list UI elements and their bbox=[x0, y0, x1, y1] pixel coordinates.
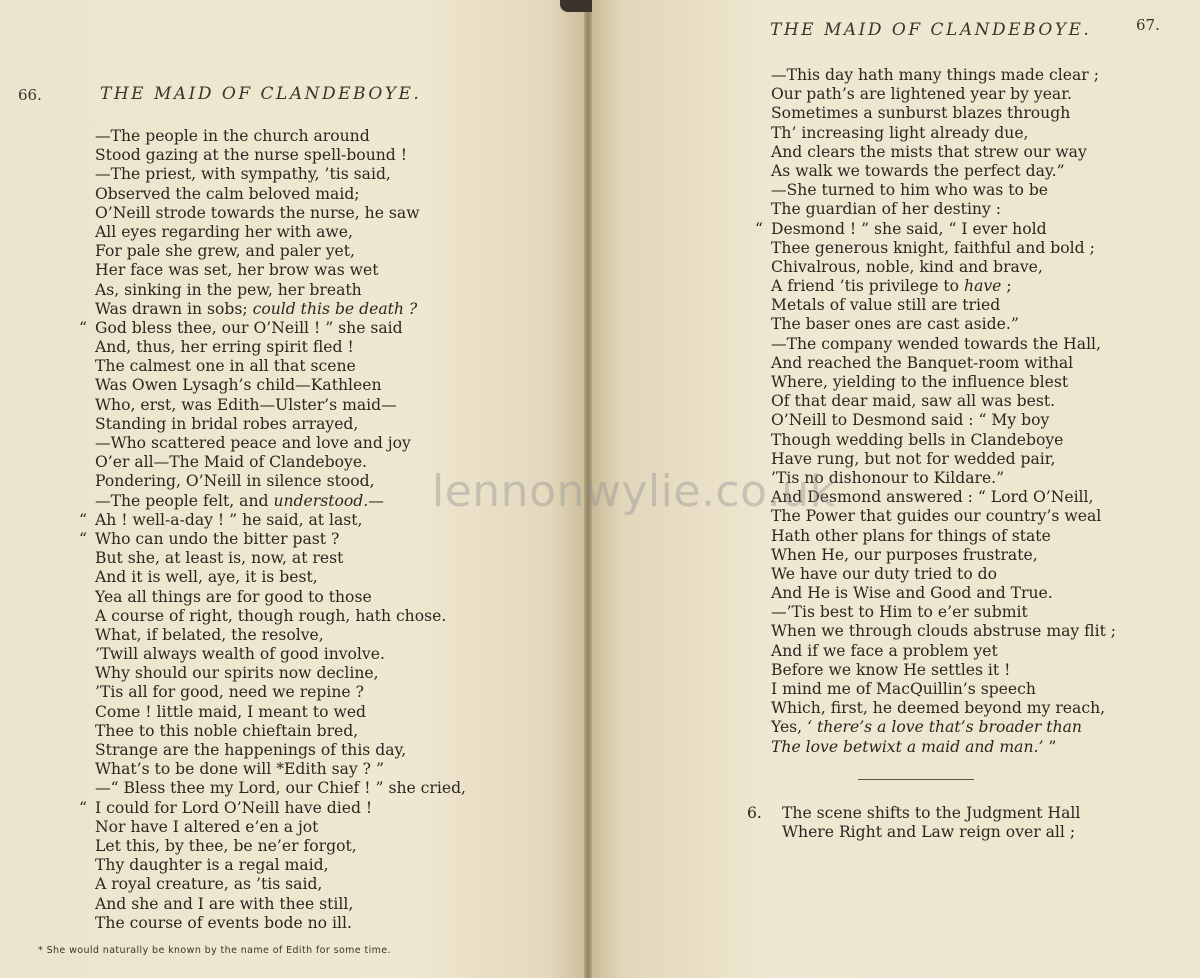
verse-line bbox=[771, 354, 1116, 373]
verse-text: Of that dear maid, saw all was best. bbox=[771, 392, 1056, 411]
verse-line bbox=[95, 626, 466, 645]
verse-line bbox=[95, 204, 466, 223]
verse-line bbox=[771, 680, 1116, 699]
verse-italic: The love betwixt a maid and man.’ bbox=[771, 737, 1044, 756]
verse-tail: — bbox=[368, 491, 384, 510]
verse-text: The baser ones are cast aside.” bbox=[771, 315, 1019, 334]
verse-text: Come ! little maid, I meant to wed bbox=[95, 702, 367, 721]
verse-line bbox=[79, 529, 466, 549]
verse-line bbox=[79, 510, 466, 530]
verse-text: The Power that guides our country’s weal bbox=[771, 507, 1102, 526]
verse-line bbox=[755, 219, 1116, 239]
verse-line bbox=[771, 162, 1116, 181]
running-head-left: THE MAID OF CLANDEBOYE. bbox=[100, 84, 422, 104]
verse-text: O’Neill strode towards the nurse, he saw bbox=[95, 203, 420, 222]
verse-line bbox=[771, 661, 1116, 680]
verse-line bbox=[79, 318, 466, 338]
verse-text: Standing in bridal robes arrayed, bbox=[95, 414, 359, 433]
verse-line bbox=[771, 411, 1116, 430]
verse-line bbox=[95, 703, 466, 722]
verse-text: What’s to be done will *Edith say ? ” bbox=[95, 760, 384, 779]
verse-line bbox=[95, 607, 466, 626]
verse-line bbox=[95, 895, 466, 914]
verse-text: —Who scattered peace and love and joy bbox=[95, 434, 411, 452]
verse-text: Yea all things are for good to those bbox=[95, 587, 372, 606]
verse-text: Was drawn in sobs; bbox=[95, 299, 253, 318]
verse-line bbox=[95, 300, 466, 319]
verse-text: ’Tis all for good, need we repine ? bbox=[95, 683, 364, 702]
verse-line bbox=[95, 683, 466, 702]
verse-text: The course of events bode no ill. bbox=[95, 913, 352, 932]
verse-line bbox=[95, 415, 466, 434]
verse-tail: ; bbox=[1001, 277, 1012, 296]
verse-text: ’Tis no dishonour to Kildare.” bbox=[771, 468, 1005, 487]
verse-text: A friend ’tis privilege to bbox=[771, 277, 965, 296]
verse-text: And reached the Banquet-room withal bbox=[771, 353, 1074, 372]
verse-text: We have our duty tried to do bbox=[771, 564, 998, 583]
verse-text: ’Twill always wealth of good involve. bbox=[95, 645, 385, 664]
footnote: * She would naturally be known by the name of Edith for some time. bbox=[38, 945, 391, 956]
verse-text: Metals of value still are tried bbox=[771, 296, 1001, 315]
verse-text: And she and I are with thee still, bbox=[95, 894, 354, 913]
verse-line bbox=[95, 127, 466, 146]
verse-line bbox=[771, 335, 1116, 354]
verse-text: Sometimes a sunburst blazes through bbox=[771, 104, 1071, 123]
verse-line bbox=[95, 472, 466, 491]
verse-text: The calmest one in all that scene bbox=[95, 357, 356, 376]
verse-italic: ‘ there’s a love that’s broader than bbox=[807, 718, 1082, 737]
verse-text: When He, our purposes frustrate, bbox=[771, 545, 1038, 564]
verse-text: As, sinking in the pew, her breath bbox=[95, 280, 362, 299]
verse-line bbox=[771, 200, 1116, 219]
verse-text: Where, yielding to the influence blest bbox=[771, 373, 1069, 391]
verse-line bbox=[95, 242, 466, 261]
verse-text: Why should our spirits now decline, bbox=[95, 664, 379, 683]
verse-text: For pale she grew, and paler yet, bbox=[95, 242, 355, 261]
verse-text: —“ Bless thee my Lord, our Chief ! ” she cried, bbox=[95, 779, 467, 798]
verse-text: As walk we towards the perfect day.” bbox=[771, 161, 1065, 180]
verse-text: Thee to this noble chieftain bred, bbox=[95, 721, 359, 740]
verse-line bbox=[95, 549, 466, 568]
verse-text: Thee generous knight, faithful and bold ; bbox=[771, 238, 1095, 257]
verse-line bbox=[771, 315, 1116, 334]
verse-text: Desmond ! ” she said, “ I ever hold bbox=[771, 219, 1047, 238]
open-quote: “ bbox=[79, 798, 87, 817]
verse-text: —The people in the church around bbox=[95, 127, 370, 145]
verse-line bbox=[771, 622, 1116, 641]
running-head-right: THE MAID OF CLANDEBOYE. bbox=[770, 20, 1092, 40]
verse-text: —The people felt, and bbox=[95, 491, 274, 510]
verse-text: I could for Lord O’Neill have died ! bbox=[95, 798, 373, 817]
verse-text: Our path’s are lightened year by year. bbox=[771, 85, 1072, 104]
verse-text: And, thus, her erring spirit fled ! bbox=[95, 338, 354, 357]
verse-text: Hath other plans for things of state bbox=[771, 526, 1051, 545]
verse-tail: ” bbox=[1043, 737, 1057, 756]
verse-line bbox=[771, 85, 1116, 104]
verse-text: The guardian of her destiny : bbox=[771, 200, 1002, 219]
verse-line bbox=[771, 565, 1116, 584]
verse-line bbox=[771, 277, 1116, 296]
verse-line bbox=[95, 760, 466, 779]
verse-line bbox=[771, 296, 1116, 315]
verse-text: Which, first, he deemed beyond my reach, bbox=[771, 699, 1106, 718]
right-verse bbox=[755, 66, 1117, 757]
verse-line bbox=[771, 584, 1116, 603]
verse-line bbox=[95, 588, 466, 607]
verse-text: Was Owen Lysagh’s child—Kathleen bbox=[95, 376, 382, 395]
verse-line bbox=[95, 338, 466, 357]
verse-line bbox=[771, 258, 1116, 277]
verse-text: God bless thee, our O’Neill ! ” she said bbox=[95, 318, 403, 337]
verse-line bbox=[95, 875, 466, 894]
verse-text: And Desmond answered : “ Lord O’Neill, bbox=[771, 488, 1094, 507]
verse-text: When we through clouds abstruse may flit ; bbox=[771, 622, 1117, 641]
verse-line bbox=[771, 373, 1116, 392]
verse-text: —She turned to him who was to be bbox=[771, 181, 1049, 200]
verse-line bbox=[95, 722, 466, 741]
verse-line bbox=[95, 779, 466, 798]
verse-text: Thy daughter is a regal maid, bbox=[95, 856, 329, 875]
verse-text: O’Neill to Desmond said : “ My boy bbox=[771, 411, 1050, 430]
verse-text: Before we know He settles it ! bbox=[771, 660, 1011, 679]
verse-text: But she, at least is, now, at rest bbox=[95, 549, 344, 568]
verse-line bbox=[95, 856, 466, 875]
verse-line bbox=[95, 568, 466, 587]
verse-line bbox=[95, 223, 466, 242]
verse-line bbox=[771, 718, 1116, 737]
verse-text: And He is Wise and Good and True. bbox=[771, 584, 1053, 603]
verse-line bbox=[95, 453, 466, 472]
verse-line bbox=[95, 146, 466, 165]
verse-line bbox=[771, 642, 1116, 661]
verse-line bbox=[95, 434, 466, 453]
verse-line bbox=[95, 357, 466, 376]
verse-line bbox=[95, 837, 466, 856]
verse-text: Who, erst, was Edith—Ulster’s maid— bbox=[95, 395, 397, 414]
verse-line bbox=[771, 124, 1116, 143]
section-lines bbox=[782, 804, 1080, 842]
verse-italic: could this be death ? bbox=[252, 299, 418, 318]
verse-text: A course of right, though rough, hath chose. bbox=[95, 606, 447, 625]
verse-line bbox=[95, 664, 466, 683]
verse-text: And it is well, aye, it is best, bbox=[95, 568, 318, 587]
verse-italic: have bbox=[964, 277, 1002, 296]
open-quote: “ bbox=[755, 219, 763, 238]
verse-text: O’er all—The Maid of Clandeboye. bbox=[95, 453, 368, 472]
verse-text: —’Tis best to Him to e’er submit bbox=[771, 603, 1028, 622]
verse-text: —The priest, with sympathy, ’tis said, bbox=[95, 165, 391, 184]
verse-line bbox=[771, 143, 1116, 162]
verse-text: Chivalrous, noble, kind and brave, bbox=[771, 257, 1043, 276]
verse-text: I mind me of MacQuillin’s speech bbox=[771, 680, 1036, 698]
open-quote: “ bbox=[79, 529, 87, 548]
verse-text: And if we face a problem yet bbox=[771, 641, 998, 660]
verse-text: Let this, by thee, be ne’er forgot, bbox=[95, 836, 357, 855]
verse-text: A royal creature, as ’tis said, bbox=[95, 875, 323, 894]
verse-line bbox=[771, 66, 1116, 85]
verse-line bbox=[771, 392, 1116, 411]
verse-line bbox=[95, 645, 466, 664]
verse-line bbox=[771, 738, 1116, 757]
verse-line bbox=[771, 603, 1116, 622]
verse-line bbox=[95, 492, 466, 511]
verse-line bbox=[95, 914, 466, 933]
section-line: Where Right and Law reign over all ; bbox=[782, 823, 1076, 842]
verse-line bbox=[771, 104, 1116, 123]
verse-line bbox=[771, 431, 1116, 450]
watermark: lennonwylie.co.uk bbox=[432, 466, 836, 517]
verse-line bbox=[771, 181, 1116, 200]
verse-line bbox=[771, 527, 1116, 546]
page-number-left: 66. bbox=[18, 86, 42, 104]
verse-line bbox=[95, 185, 466, 204]
verse-text: —The company wended towards the Hall, bbox=[771, 334, 1102, 353]
verse-text: And clears the mists that strew our way bbox=[771, 142, 1087, 161]
open-quote: “ bbox=[79, 318, 87, 337]
open-quote: “ bbox=[79, 510, 87, 529]
verse-line bbox=[95, 165, 466, 184]
verse-text: Nor have I altered e’en a jot bbox=[95, 817, 319, 836]
verse-line bbox=[95, 396, 466, 415]
verse-line bbox=[79, 798, 466, 818]
section-divider bbox=[858, 779, 974, 780]
verse-text: —This day hath many things made clear ; bbox=[771, 66, 1099, 84]
section-line: The scene shifts to the Judgment Hall bbox=[782, 804, 1081, 822]
verse-text: Who can undo the bitter past ? bbox=[95, 529, 340, 548]
left-verse bbox=[79, 127, 467, 933]
verse-text: Though wedding bells in Clandeboye bbox=[771, 430, 1064, 449]
verse-text: Yes, bbox=[771, 718, 808, 737]
verse-line bbox=[771, 239, 1116, 258]
verse-text: Her face was set, her brow was wet bbox=[95, 261, 379, 280]
verse-text: Ah ! well-a-day ! ” he said, at last, bbox=[95, 510, 363, 529]
verse-text: What, if belated, the resolve, bbox=[95, 625, 324, 644]
verse-text: Th’ increasing light already due, bbox=[771, 123, 1029, 142]
verse-line bbox=[95, 281, 466, 300]
verse-line bbox=[95, 376, 466, 395]
verse-text: Have rung, but not for wedded pair, bbox=[771, 449, 1056, 468]
verse-line bbox=[95, 818, 466, 837]
verse-italic: understood. bbox=[273, 491, 369, 510]
page-number-right: 67. bbox=[1136, 16, 1160, 34]
verse-text: Strange are the happenings of this day, bbox=[95, 741, 407, 759]
verse-line bbox=[95, 261, 466, 280]
verse-line bbox=[771, 699, 1116, 718]
verse-text: All eyes regarding her with awe, bbox=[95, 222, 353, 241]
verse-line bbox=[771, 546, 1116, 565]
section-number: 6. bbox=[747, 804, 762, 822]
verse-line bbox=[95, 741, 466, 760]
verse-text: Pondering, O’Neill in silence stood, bbox=[95, 472, 375, 491]
verse-text: Stood gazing at the nurse spell-bound ! bbox=[95, 146, 407, 165]
verse-text: Observed the calm beloved maid; bbox=[95, 184, 360, 203]
